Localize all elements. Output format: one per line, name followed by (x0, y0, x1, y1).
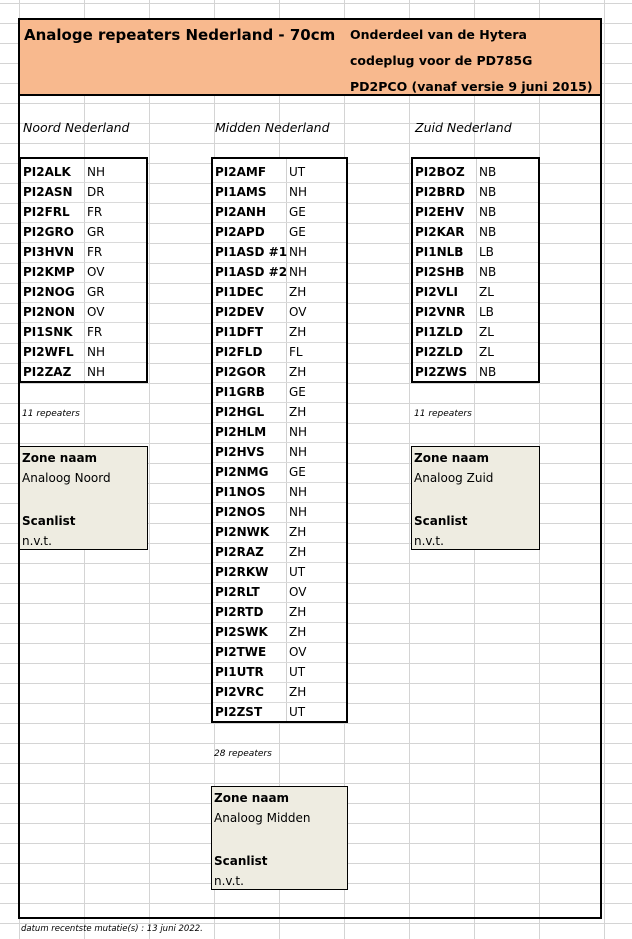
repeater-callsign: PI2APD (215, 225, 265, 239)
row-gridline (213, 282, 346, 283)
repeater-callsign: PI2RAZ (215, 545, 264, 559)
row-gridline (213, 482, 346, 483)
row-gridline (213, 622, 346, 623)
row-gridline (413, 362, 538, 363)
repeater-province: OV (289, 585, 307, 599)
repeater-row[interactable] (21, 242, 146, 262)
repeater-province: ZL (479, 345, 494, 359)
row-gridline (213, 302, 346, 303)
sheet-title: Analoge repeaters Nederland - 70cm (24, 26, 336, 44)
repeater-row[interactable] (21, 362, 146, 382)
repeater-province: NH (289, 505, 307, 519)
row-gridline (213, 582, 346, 583)
repeater-province: UT (289, 665, 306, 679)
repeater-row[interactable] (213, 422, 346, 442)
repeater-callsign: PI2ZST (215, 705, 263, 719)
repeater-province: GR (87, 225, 105, 239)
repeater-callsign: PI2HVS (215, 445, 265, 459)
zone-name-value: Analoog Zuid (414, 471, 494, 485)
repeater-row[interactable] (213, 302, 346, 322)
scanlist-value: n.v.t. (22, 534, 52, 548)
repeater-province: FR (87, 205, 103, 219)
repeater-row[interactable] (21, 322, 146, 342)
repeater-province: ZH (289, 685, 307, 699)
repeater-province: UT (289, 165, 306, 179)
repeater-callsign: PI2RLT (215, 585, 260, 599)
repeater-province: NB (479, 205, 497, 219)
repeater-callsign: PI2ALK (23, 165, 71, 179)
row-gridline (213, 262, 346, 263)
repeater-province: ZH (289, 605, 307, 619)
repeater-province: GE (289, 465, 306, 479)
repeater-province: LB (479, 305, 494, 319)
row-gridline (21, 222, 146, 223)
repeater-row[interactable] (413, 162, 538, 182)
repeater-row[interactable] (21, 222, 146, 242)
repeater-row[interactable] (213, 642, 346, 662)
repeater-row[interactable] (213, 582, 346, 602)
repeater-province: GR (87, 285, 105, 299)
repeater-province: ZL (479, 325, 494, 339)
repeater-row[interactable] (213, 382, 346, 402)
repeater-province: GE (289, 385, 306, 399)
subtitle-line-3: PD2PCO (vanaf versie 9 juni 2015) (350, 79, 593, 94)
repeater-province: ZH (289, 365, 307, 379)
repeater-row[interactable] (413, 322, 538, 342)
repeater-row[interactable] (413, 202, 538, 222)
repeater-callsign: PI2KMP (23, 265, 75, 279)
row-gridline (21, 242, 146, 243)
row-gridline (213, 242, 346, 243)
repeater-province: OV (289, 305, 307, 319)
row-gridline (213, 362, 346, 363)
repeater-province: OV (289, 645, 307, 659)
repeater-callsign: PI2SHB (415, 265, 465, 279)
row-gridline (21, 302, 146, 303)
row-gridline (213, 602, 346, 603)
row-gridline (413, 302, 538, 303)
repeater-callsign: PI2ZWS (415, 365, 468, 379)
repeater-row[interactable] (413, 182, 538, 202)
repeater-row[interactable] (213, 482, 346, 502)
region-heading-noord: Noord Nederland (23, 120, 130, 135)
row-gridline (413, 222, 538, 223)
repeater-province: ZH (289, 405, 307, 419)
row-gridline (213, 322, 346, 323)
repeater-callsign: PI1DFT (215, 325, 263, 339)
row-gridline (21, 322, 146, 323)
repeater-callsign: PI2ANH (215, 205, 266, 219)
zone-name-value: Analoog Noord (22, 471, 111, 485)
repeater-province: NH (289, 485, 307, 499)
row-gridline (413, 202, 538, 203)
repeater-callsign: PI2HGL (215, 405, 265, 419)
repeater-province: LB (479, 245, 494, 259)
region-heading-zuid: Zuid Nederland (415, 120, 512, 135)
repeater-row[interactable] (213, 702, 346, 722)
repeater-callsign: PI2FRL (23, 205, 70, 219)
row-gridline (413, 242, 538, 243)
repeater-province: NH (87, 165, 105, 179)
zone-box-midden (211, 786, 348, 890)
repeater-row[interactable] (213, 162, 346, 182)
repeater-province: NB (479, 165, 497, 179)
zone-name-value: Analoog Midden (214, 811, 311, 825)
repeater-province: UT (289, 705, 306, 719)
repeater-province: NB (479, 365, 497, 379)
row-gridline (213, 342, 346, 343)
repeater-row[interactable] (21, 342, 146, 362)
repeater-row[interactable] (213, 622, 346, 642)
repeater-province: ZH (289, 525, 307, 539)
row-gridline (21, 202, 146, 203)
repeater-province: FL (289, 345, 303, 359)
repeater-row[interactable] (213, 662, 346, 682)
repeater-row[interactable] (213, 462, 346, 482)
row-gridline (213, 542, 346, 543)
repeater-callsign: PI3HVN (23, 245, 74, 259)
repeater-callsign: PI2GOR (215, 365, 266, 379)
scanlist-label: Scanlist (214, 854, 268, 868)
repeater-province: ZH (289, 545, 307, 559)
row-gridline (21, 262, 146, 263)
repeater-callsign: PI1NOS (215, 485, 266, 499)
repeater-callsign: PI2VRC (215, 685, 264, 699)
repeater-row[interactable] (213, 282, 346, 302)
repeater-callsign: PI2KAR (415, 225, 465, 239)
subtitle-line-2: codeplug voor de PD785G (350, 53, 533, 68)
repeater-province: ZH (289, 625, 307, 639)
repeater-callsign: PI2WFL (23, 345, 74, 359)
last-modified-note: datum recentste mutatie(s) : 13 juni 2022. (21, 924, 203, 934)
repeater-province: ZH (289, 285, 307, 299)
repeater-count-midden: 28 repeaters (214, 749, 272, 759)
repeater-callsign: PI1UTR (215, 665, 264, 679)
repeater-province: NH (289, 185, 307, 199)
repeater-row[interactable] (413, 362, 538, 382)
repeater-callsign: PI2NOG (23, 285, 75, 299)
repeater-row[interactable] (213, 362, 346, 382)
row-gridline (213, 702, 346, 703)
repeater-table-midden (211, 157, 348, 723)
repeater-count-zuid: 11 repeaters (414, 409, 472, 419)
row-gridline (413, 282, 538, 283)
repeater-callsign: PI2BOZ (415, 165, 465, 179)
repeater-callsign: PI2SWK (215, 625, 268, 639)
repeater-callsign: PI2RTD (215, 605, 264, 619)
repeater-callsign: PI2NWK (215, 525, 270, 539)
repeater-callsign: PI2ASN (23, 185, 73, 199)
repeater-count-noord: 11 repeaters (22, 409, 80, 419)
repeater-callsign: PI2NON (23, 305, 75, 319)
repeater-callsign: PI1ASD #2 (215, 265, 288, 279)
row-gridline (213, 182, 346, 183)
repeater-row[interactable] (21, 182, 146, 202)
repeater-row[interactable] (413, 342, 538, 362)
repeater-callsign: PI2FLD (215, 345, 263, 359)
row-gridline (21, 282, 146, 283)
repeater-callsign: PI2TWE (215, 645, 267, 659)
repeater-row[interactable] (213, 402, 346, 422)
repeater-row[interactable] (213, 562, 346, 582)
scanlist-value: n.v.t. (214, 874, 244, 888)
repeater-province: UT (289, 565, 306, 579)
repeater-province: NB (479, 265, 497, 279)
zone-box-zuid (411, 446, 540, 550)
row-gridline (213, 682, 346, 683)
row-gridline (21, 182, 146, 183)
zone-box-noord (19, 446, 148, 550)
repeater-table-zuid (411, 157, 540, 383)
zone-name-label: Zone naam (414, 451, 490, 465)
row-gridline (213, 502, 346, 503)
repeater-row[interactable] (213, 542, 346, 562)
repeater-province: OV (87, 305, 105, 319)
repeater-row[interactable] (213, 442, 346, 462)
repeater-province: NB (479, 185, 497, 199)
repeater-row[interactable] (21, 282, 146, 302)
repeater-province: FR (87, 245, 103, 259)
repeater-row[interactable] (413, 282, 538, 302)
repeater-row[interactable] (413, 302, 538, 322)
row-gridline (213, 522, 346, 523)
repeater-row[interactable] (213, 322, 346, 342)
repeater-callsign: PI2GRO (23, 225, 74, 239)
repeater-callsign: PI2ZLD (415, 345, 463, 359)
row-gridline (213, 562, 346, 563)
row-gridline (213, 442, 346, 443)
row-gridline (213, 662, 346, 663)
repeater-callsign: PI2VNR (415, 305, 466, 319)
repeater-row[interactable] (213, 602, 346, 622)
row-gridline (213, 222, 346, 223)
repeater-province: NH (87, 345, 105, 359)
row-gridline (213, 382, 346, 383)
repeater-callsign: PI2NMG (215, 465, 269, 479)
repeater-row[interactable] (213, 242, 346, 262)
repeater-callsign: PI2ZAZ (23, 365, 72, 379)
row-gridline (213, 202, 346, 203)
row-gridline (413, 262, 538, 263)
repeater-row[interactable] (213, 222, 346, 242)
zone-name-label: Zone naam (22, 451, 98, 465)
repeater-province: NH (289, 245, 307, 259)
repeater-callsign: PI1ASD #1 (215, 245, 288, 259)
repeater-row[interactable] (21, 202, 146, 222)
repeater-province: NH (87, 365, 105, 379)
repeater-callsign: PI2AMF (215, 165, 267, 179)
scanlist-label: Scanlist (22, 514, 76, 528)
zone-name-label: Zone naam (214, 791, 290, 805)
repeater-province: OV (87, 265, 105, 279)
repeater-row[interactable] (413, 262, 538, 282)
row-gridline (413, 182, 538, 183)
repeater-province: NH (289, 425, 307, 439)
repeater-row[interactable] (213, 342, 346, 362)
repeater-province: NH (289, 265, 307, 279)
repeater-province: DR (87, 185, 105, 199)
row-gridline (213, 642, 346, 643)
row-gridline (213, 402, 346, 403)
repeater-row[interactable] (21, 162, 146, 182)
row-gridline (413, 322, 538, 323)
repeater-callsign: PI2VLI (415, 285, 459, 299)
repeater-table-noord (19, 157, 148, 383)
repeater-province: ZH (289, 325, 307, 339)
repeater-callsign: PI2NOS (215, 505, 266, 519)
repeater-callsign: PI1SNK (23, 325, 73, 339)
repeater-province: GE (289, 225, 306, 239)
repeater-callsign: PI1AMS (215, 185, 267, 199)
repeater-row[interactable] (213, 522, 346, 542)
repeater-callsign: PI1NLB (415, 245, 464, 259)
repeater-callsign: PI2BRD (415, 185, 465, 199)
repeater-province: FR (87, 325, 103, 339)
repeater-province: NB (479, 225, 497, 239)
repeater-row[interactable] (213, 182, 346, 202)
subtitle-line-1: Onderdeel van de Hytera (350, 27, 527, 42)
scanlist-value: n.v.t. (414, 534, 444, 548)
repeater-callsign: PI1ZLD (415, 325, 463, 339)
region-heading-midden: Midden Nederland (215, 120, 330, 135)
repeater-province: GE (289, 205, 306, 219)
row-gridline (21, 362, 146, 363)
repeater-callsign: PI2RKW (215, 565, 269, 579)
repeater-row[interactable] (413, 222, 538, 242)
repeater-callsign: PI2HLM (215, 425, 267, 439)
repeater-province: ZL (479, 285, 494, 299)
repeater-row[interactable] (213, 502, 346, 522)
repeater-callsign: PI1GRB (215, 385, 265, 399)
repeater-province: NH (289, 445, 307, 459)
row-gridline (213, 422, 346, 423)
repeater-row[interactable] (213, 682, 346, 702)
repeater-row[interactable] (413, 242, 538, 262)
row-gridline (413, 342, 538, 343)
repeater-row[interactable] (21, 302, 146, 322)
repeater-row[interactable] (21, 262, 146, 282)
repeater-callsign: PI2EHV (415, 205, 465, 219)
repeater-row[interactable] (213, 202, 346, 222)
repeater-row[interactable] (213, 262, 346, 282)
repeater-callsign: PI2DEV (215, 305, 265, 319)
repeater-callsign: PI1DEC (215, 285, 264, 299)
scanlist-label: Scanlist (414, 514, 468, 528)
row-gridline (21, 342, 146, 343)
row-gridline (213, 462, 346, 463)
